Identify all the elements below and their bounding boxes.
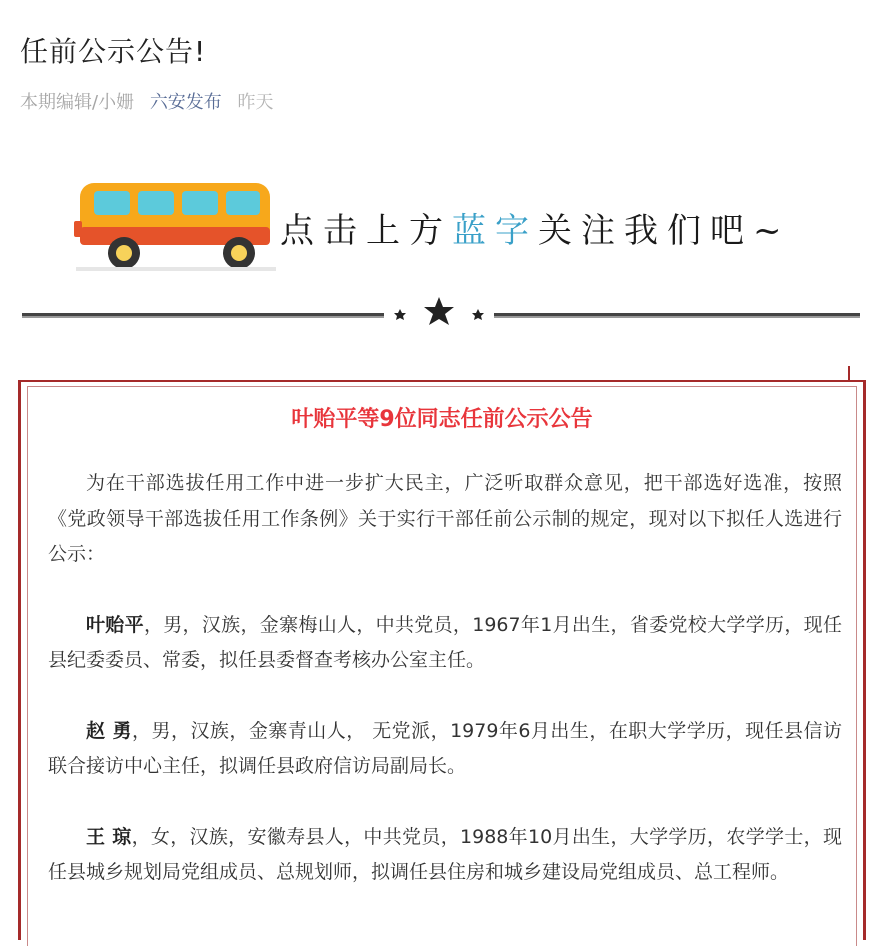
notice-intro: 为在干部选拔任用工作中进一步扩大民主，广泛听取群众意见，把干部选好选准，按照《党政领导干部选拔任用工作条例》关于实行干部任前公示制的规定，现对以下拟任人选进行公示： — [48, 472, 842, 565]
person-entry — [48, 608, 842, 679]
star-divider — [22, 295, 860, 335]
follow-text-after: 关注我们吧~ — [538, 211, 791, 251]
follow-text-highlight: 蓝字 — [452, 211, 538, 251]
account-name-link[interactable]: 六安发布 — [149, 92, 222, 113]
person-name: 王 琼 — [86, 825, 132, 848]
notice-title: 叶贻平等9位同志任前公示公告 — [291, 407, 593, 432]
article-meta — [20, 88, 284, 114]
person-entry — [48, 714, 842, 785]
person-entry — [48, 820, 842, 891]
follow-prompt — [280, 203, 791, 252]
follow-text-before: 点击上方 — [280, 211, 452, 251]
article-title: 任前公示公告! — [20, 35, 207, 68]
person-details: ，男，汉族，金寨青山人， 无党派，1979年6月出生，在职大学学历，现任县信访联合接访中心主任，拟调任县政府信访局副局长。 — [48, 719, 842, 777]
editor-name: 本期编辑/小姗 — [20, 92, 135, 113]
person-name: 赵 勇 — [86, 719, 133, 742]
notice-content — [48, 466, 842, 926]
person-name: 叶贻平 — [86, 613, 144, 636]
publish-date: 昨天 — [237, 92, 274, 113]
person-details: ，男，汉族，金寨梅山人，中共党员，1967年1月出生，省委党校大学学历，现任县纪委委员、常委，拟任县委督查考核办公室主任。 — [48, 613, 842, 671]
person-details: ，女，汉族，安徽寿县人，中共党员，1988年10月出生，大学学历，农学学士，现任县城乡规划局党组成员、总规划师，拟调任县住房和城乡建设局党组成员、总工程师。 — [48, 825, 842, 883]
